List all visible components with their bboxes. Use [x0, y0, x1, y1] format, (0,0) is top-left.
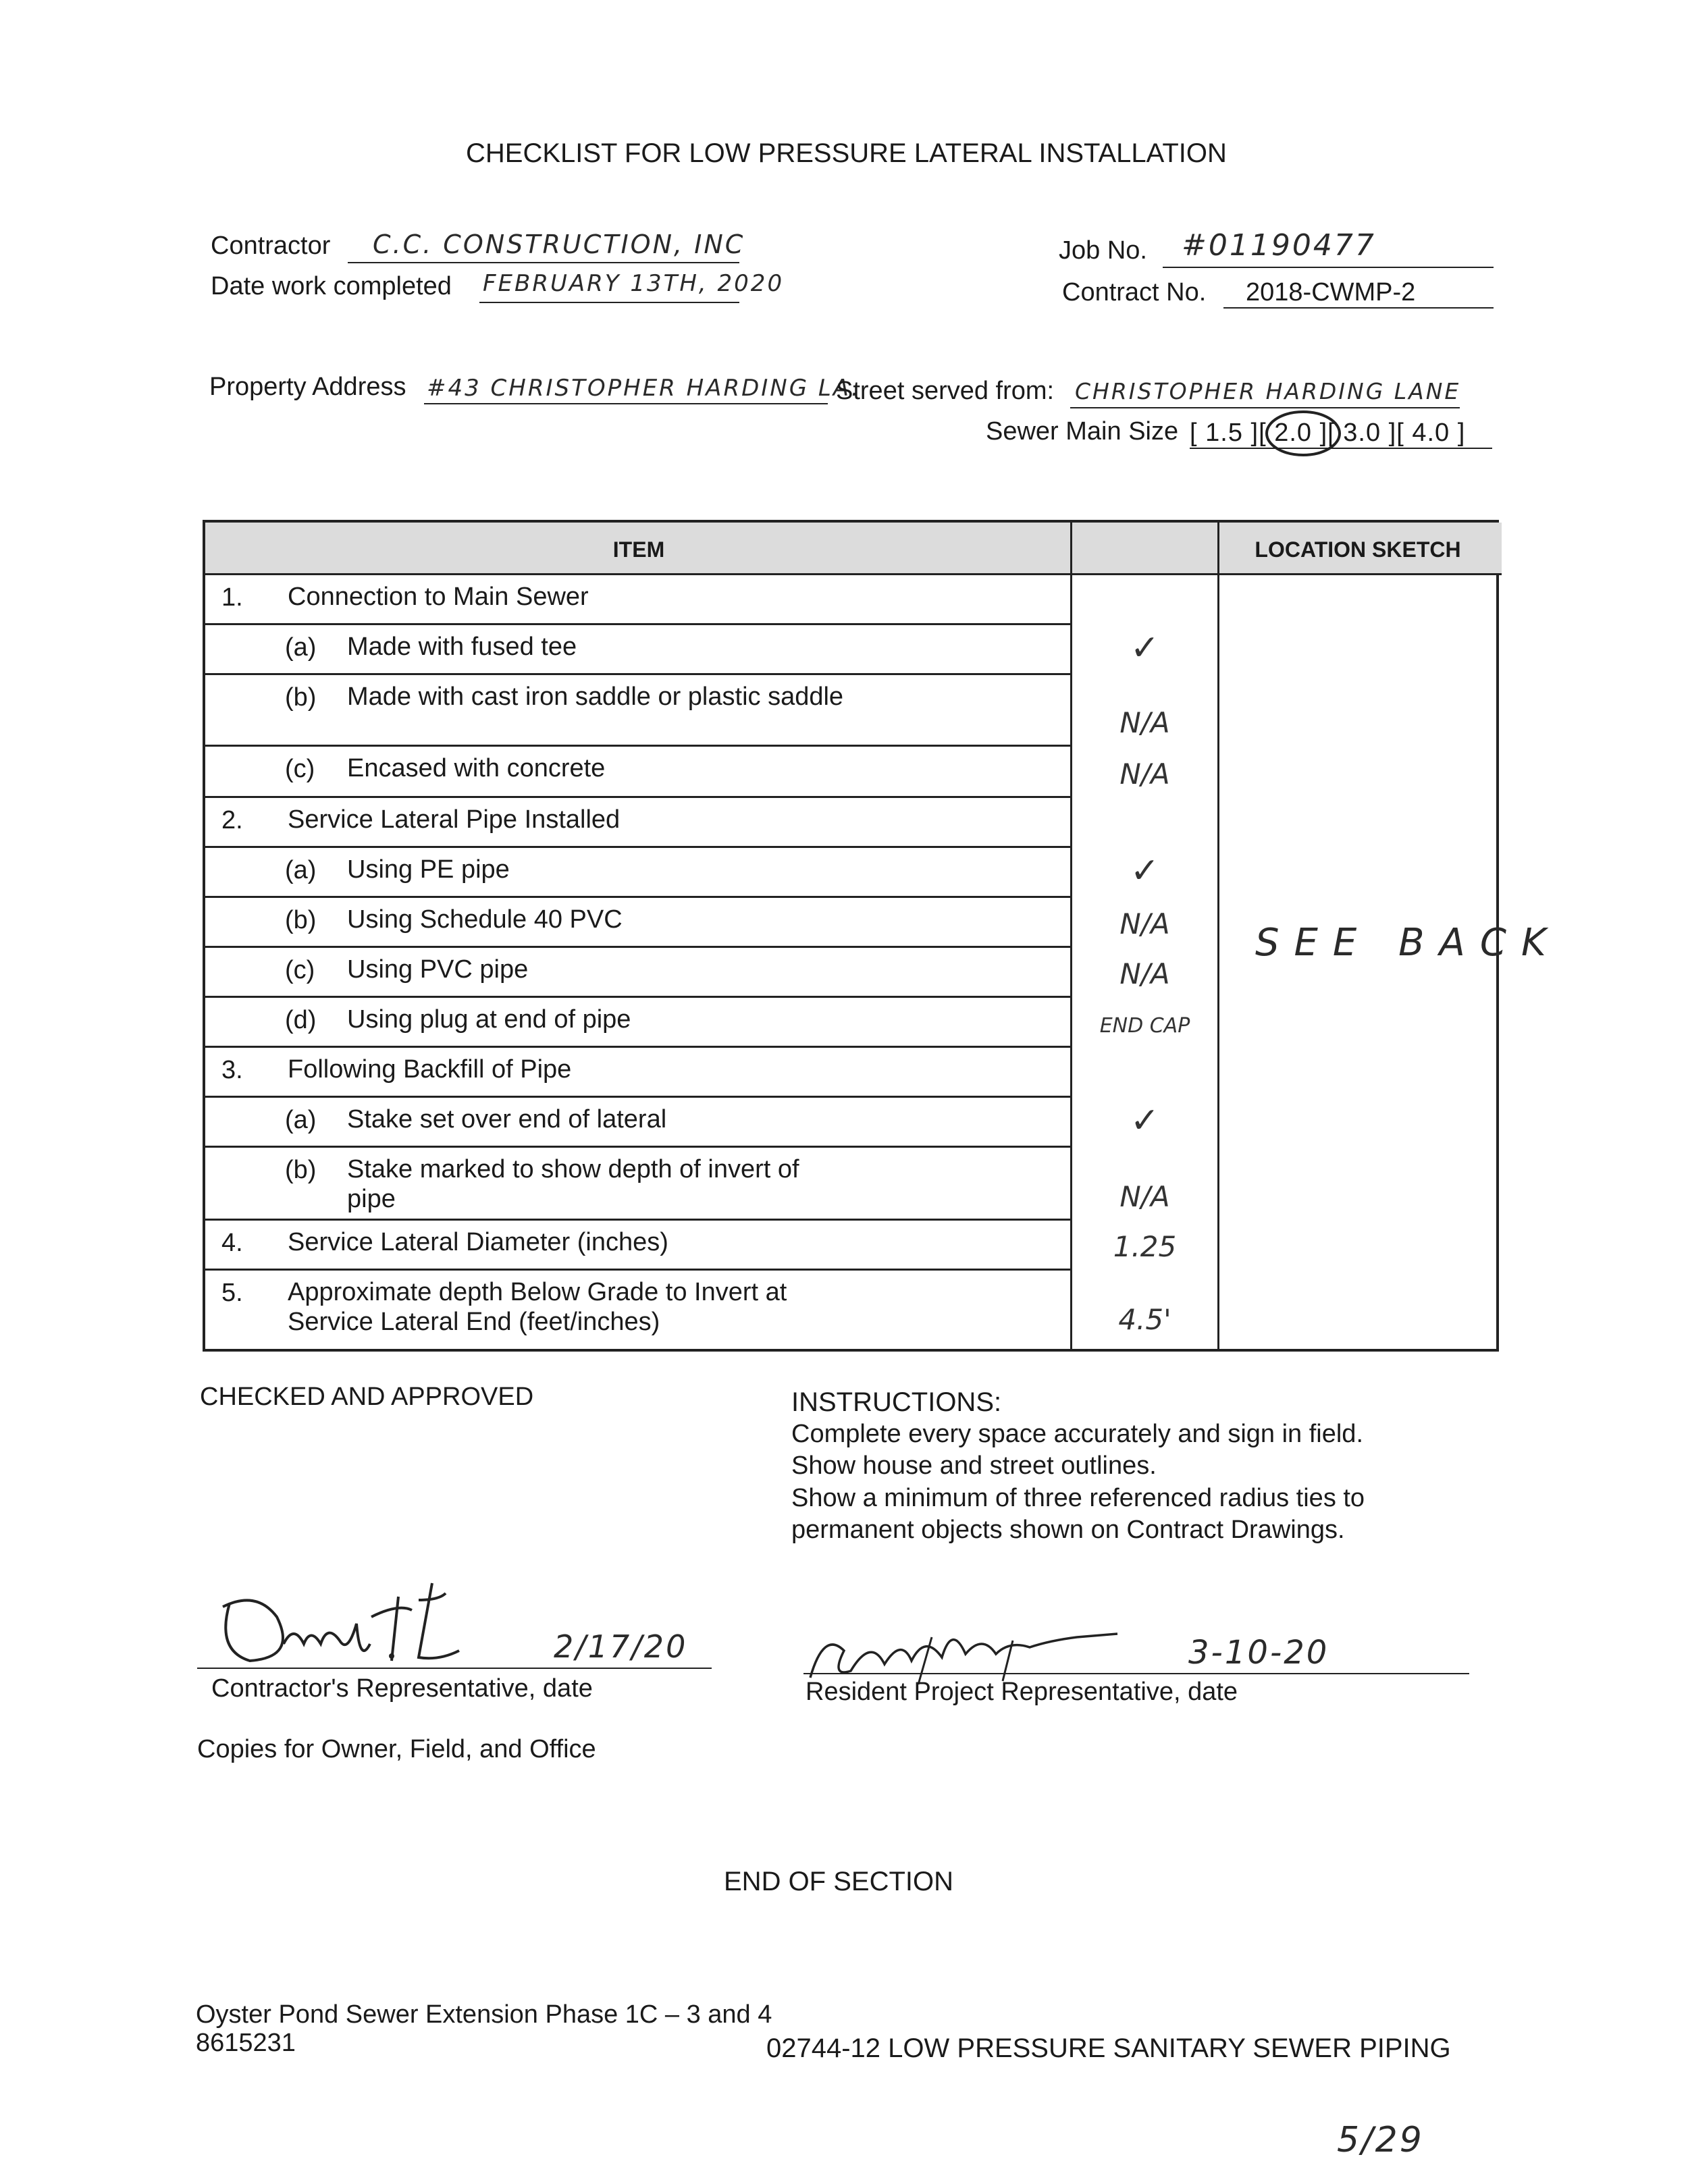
row-number: 1.: [221, 583, 243, 612]
row-label: Made with fused tee: [347, 633, 577, 661]
instructions-line-3: Show a minimum of three referenced radius ties to: [791, 1484, 1365, 1512]
table-header-item: ITEM: [612, 537, 665, 562]
table-row: [205, 1048, 1072, 1098]
page-mark: 5/29: [1337, 2120, 1424, 2160]
checklist-table: [203, 520, 1561, 1352]
row-label: Using Schedule 40 PVC: [347, 905, 623, 934]
table-row: [205, 798, 1072, 848]
address-label: Property Address: [209, 373, 406, 401]
row-label: Service Lateral Diameter (inches): [288, 1228, 668, 1256]
table-row: [205, 1271, 1171, 1343]
row-label: Using PVC pipe: [347, 955, 529, 984]
row-sub-letter: (b): [285, 906, 317, 934]
row-label: Connection to Main Sewer: [288, 583, 589, 611]
table-row: [205, 747, 1170, 798]
contractor-signature: [203, 1576, 513, 1678]
row-label: Using plug at end of pipe: [347, 1005, 631, 1034]
contract-underline: [1223, 307, 1494, 309]
table-row: [205, 675, 1170, 747]
row-value[interactable]: ✓: [1130, 851, 1160, 891]
row-sub-letter: (a): [285, 633, 317, 662]
row-sub-letter: (d): [285, 1006, 317, 1034]
row-label: Made with cast iron saddle or plastic saddle: [347, 683, 844, 711]
instructions-line-4: permanent objects shown on Contract Drawings.: [791, 1516, 1345, 1544]
row-value[interactable]: ✓: [1130, 628, 1160, 668]
sewer-size-label: Sewer Main Size: [986, 417, 1179, 446]
row-value[interactable]: N/A: [1119, 757, 1170, 791]
sketch-note: SEE BACK: [1255, 921, 1561, 965]
row-sub-letter: (a): [285, 1106, 317, 1134]
table-row: [205, 1221, 1177, 1271]
sewer-option-4-0[interactable]: 4.0: [1412, 419, 1450, 447]
end-of-section: END OF SECTION: [724, 1867, 954, 1896]
row-value[interactable]: END CAP: [1099, 1014, 1190, 1038]
table-row: [205, 1148, 1170, 1221]
footer-section: 02744-12 LOW PRESSURE SANITARY SEWER PIPING: [766, 2033, 1451, 2063]
job-value[interactable]: #01190477: [1182, 228, 1376, 263]
row-sub-letter: (a): [285, 856, 317, 884]
table-header-sketch: LOCATION SKETCH: [1255, 537, 1461, 562]
sewer-option-3-0[interactable]: 3.0: [1343, 419, 1381, 447]
row-number: 5.: [221, 1279, 243, 1307]
row-label: Encased with concrete: [347, 754, 606, 782]
contractor-rep-label: Contractor's Representative, date: [211, 1674, 593, 1703]
row-value[interactable]: 4.5': [1118, 1303, 1171, 1336]
row-value[interactable]: 1.25: [1113, 1230, 1177, 1263]
row-sub-letter: (c): [285, 956, 315, 984]
table-row: [205, 898, 1170, 948]
sewer-size-options[interactable]: [ 1.5 ][ 2.0 ][ 3.0 ][ 4.0 ]: [1190, 419, 1466, 447]
page-title: CHECKLIST FOR LOW PRESSURE LATERAL INSTALLATION: [466, 138, 1227, 168]
table-divider-2: [1217, 523, 1219, 1349]
copies-label: Copies for Owner, Field, and Office: [197, 1735, 596, 1763]
sewer-selected-circle: [1263, 406, 1344, 460]
row-label: Following Backfill of Pipe: [288, 1055, 572, 1084]
footer-project-no: 8615231: [196, 2029, 296, 2057]
street-label: Street served from:: [836, 377, 1055, 405]
row-label: Service Lateral Pipe Installed: [288, 805, 621, 834]
street-value[interactable]: CHRISTOPHER HARDING LANE: [1075, 378, 1461, 404]
row-number: 3.: [221, 1056, 243, 1084]
checked-approved-label: CHECKED AND APPROVED: [200, 1383, 534, 1411]
sewer-option-1-5[interactable]: 1.5: [1205, 419, 1243, 447]
table-row: [205, 948, 1170, 998]
contractor-rep-date: 2/17/20: [554, 1628, 688, 1665]
row-value[interactable]: ✓: [1130, 1100, 1160, 1141]
contract-value: 2018-CWMP-2: [1246, 278, 1416, 307]
table-header-value-bg: [1072, 523, 1219, 575]
row-label: Approximate depth Below Grade to Invert at Service Lateral End (feet/inches): [288, 1278, 787, 1336]
date-value[interactable]: FEBRUARY 13TH, 2020: [483, 270, 785, 297]
resident-rep-date: 3-10-20: [1188, 1634, 1329, 1672]
instructions-line-2: Show house and street outlines.: [791, 1451, 1157, 1480]
instructions-title: INSTRUCTIONS:: [791, 1387, 1002, 1417]
resident-rep-label: Resident Project Representative, date: [806, 1678, 1238, 1706]
row-value[interactable]: N/A: [1119, 907, 1170, 940]
date-label: Date work completed: [211, 272, 452, 300]
table-row: [205, 625, 1160, 675]
row-value[interactable]: N/A: [1119, 1180, 1170, 1213]
footer-project: Oyster Pond Sewer Extension Phase 1C – 3 and 4: [196, 2000, 772, 2029]
row-number: 4.: [221, 1229, 243, 1257]
table-row: [205, 575, 1072, 625]
row-label: Using PE pipe: [347, 855, 510, 884]
table-row: [205, 848, 1160, 898]
contractor-label: Contractor: [211, 232, 331, 260]
sewer-option-2-0[interactable]: 2.0: [1274, 419, 1313, 447]
row-value[interactable]: N/A: [1119, 706, 1170, 739]
job-underline: [1163, 267, 1494, 268]
contractor-signature-line: [197, 1668, 712, 1669]
contractor-underline: [348, 262, 739, 263]
table-row: [205, 998, 1190, 1048]
row-sub-letter: (c): [285, 755, 315, 783]
resident-signature-line: [803, 1673, 1469, 1674]
contract-label: Contract No.: [1062, 278, 1207, 307]
row-label: Stake set over end of lateral: [347, 1105, 667, 1134]
row-sub-letter: (b): [285, 1156, 317, 1184]
row-number: 2.: [221, 806, 243, 834]
row-value[interactable]: N/A: [1119, 957, 1170, 990]
date-underline: [479, 302, 739, 303]
job-label: Job No.: [1059, 236, 1147, 265]
contractor-value[interactable]: C.C. CONSTRUCTION, INC: [373, 230, 745, 259]
row-label: Stake marked to show depth of invert of pipe: [347, 1155, 799, 1213]
instructions-line-1: Complete every space accurately and sign in field.: [791, 1420, 1364, 1448]
address-value[interactable]: #43 CHRISTOPHER HARDING LA.: [427, 375, 861, 402]
address-underline: [424, 403, 828, 404]
table-row: [205, 1098, 1160, 1148]
row-sub-letter: (b): [285, 683, 317, 712]
